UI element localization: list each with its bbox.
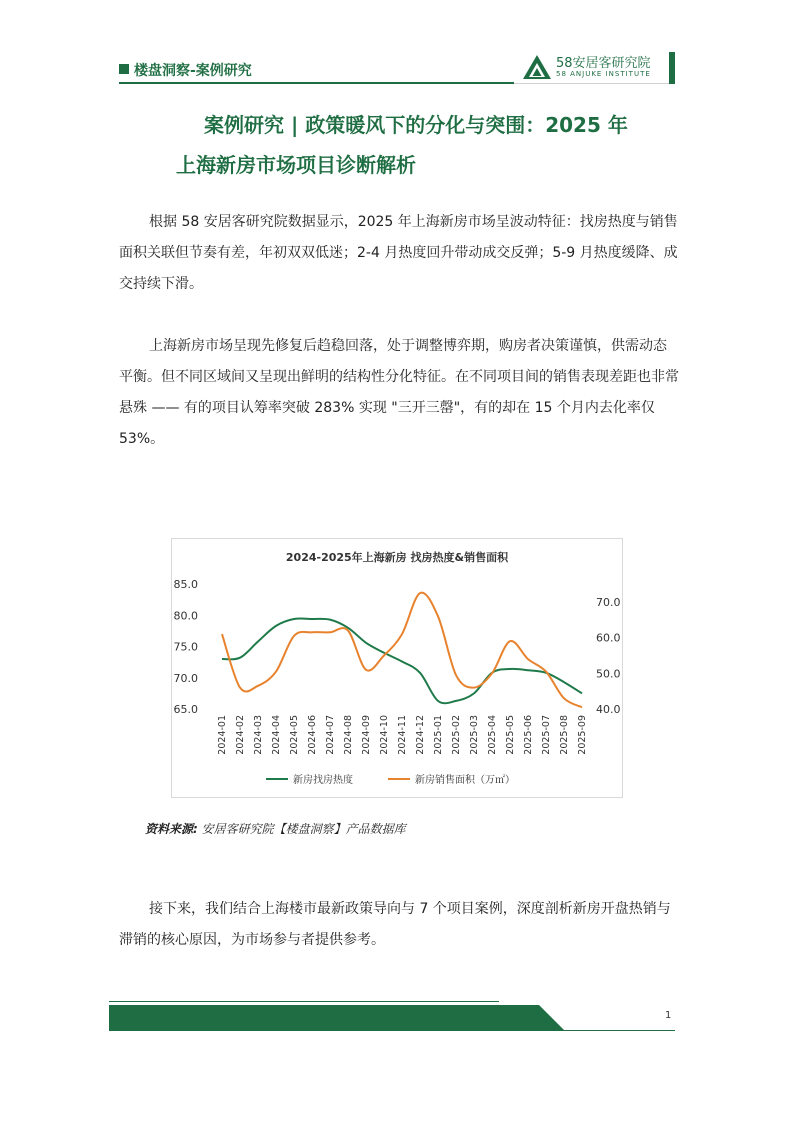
page-number: 1 bbox=[665, 1010, 672, 1021]
x-tick-label: 2025-04 bbox=[487, 715, 498, 755]
x-tick-label: 2025-09 bbox=[577, 715, 588, 755]
left-tick-label: 75.0 bbox=[173, 640, 198, 654]
right-tick-label: 60.0 bbox=[596, 631, 621, 645]
x-tick-label: 2024-07 bbox=[325, 715, 336, 755]
chart-container bbox=[171, 538, 623, 798]
footer-rule bbox=[109, 1030, 675, 1031]
x-tick-label: 2024-08 bbox=[343, 715, 354, 755]
series-line-search-heat bbox=[222, 618, 582, 703]
x-tick-label: 2024-04 bbox=[271, 715, 282, 755]
section-label: 楼盘洞察-案例研究 bbox=[134, 63, 252, 79]
footer-band bbox=[109, 1005, 564, 1030]
series-line-sales-area bbox=[222, 593, 582, 708]
logo-name: 58安居客研究院 bbox=[556, 56, 651, 71]
x-tick-label: 2025-06 bbox=[523, 715, 534, 755]
x-tick-label: 2025-02 bbox=[451, 715, 462, 755]
x-tick-label: 2024-02 bbox=[235, 715, 246, 755]
legend-label: 新房销售面积（万㎡） bbox=[415, 775, 515, 786]
title-line-1: 案例研究 | 政策暖风下的分化与突围：2025 年 bbox=[204, 113, 628, 137]
header-accent-bar bbox=[669, 52, 675, 84]
right-tick-label: 70.0 bbox=[596, 596, 621, 609]
x-tick-label: 2024-01 bbox=[217, 715, 228, 755]
title-line-2: 上海新房市场项目诊断解析 bbox=[176, 153, 416, 177]
x-axis-ticks bbox=[217, 715, 588, 755]
left-tick-label: 70.0 bbox=[173, 671, 198, 685]
chart-legend bbox=[266, 773, 515, 786]
source-label: 资料来源: bbox=[145, 822, 198, 836]
right-tick-label: 50.0 bbox=[596, 667, 621, 681]
logo-subtitle: 58 ANJUKE INSTITUTE bbox=[556, 70, 651, 78]
x-tick-label: 2025-07 bbox=[541, 715, 552, 755]
logo-mark-icon bbox=[522, 54, 552, 80]
left-tick-label: 85.0 bbox=[173, 578, 198, 591]
x-tick-label: 2025-08 bbox=[559, 715, 570, 755]
series-lines bbox=[222, 593, 582, 708]
x-tick-label: 2024-06 bbox=[307, 715, 318, 755]
brand-logo bbox=[522, 52, 662, 82]
x-tick-label: 2024-12 bbox=[415, 715, 426, 755]
paragraph-3: 接下来，我们结合上海楼市最新政策导向与 7 个项目案例，深度剖析新房开盘热销与滞销的核心原因，为市场参与者提供参考。 bbox=[119, 901, 671, 948]
chart-title: 2024-2025年上海新房 找房热度&销售面积 bbox=[285, 551, 509, 564]
section-marker bbox=[119, 64, 129, 74]
source-text: 安居客研究院【楼盘洞察】产品数据库 bbox=[201, 822, 406, 836]
x-tick-label: 2024-10 bbox=[379, 715, 390, 755]
x-tick-label: 2025-05 bbox=[505, 715, 516, 755]
legend-label: 新房找房热度 bbox=[293, 775, 353, 786]
source-note bbox=[145, 820, 406, 837]
x-tick-label: 2024-11 bbox=[397, 715, 408, 755]
line-chart bbox=[172, 539, 622, 797]
x-tick-label: 2024-03 bbox=[253, 715, 264, 755]
left-tick-label: 65.0 bbox=[173, 703, 198, 716]
paragraph-1: 根据 58 安居客研究院数据显示，2025 年上海新房市场呈波动特征：找房热度与销售面积关联但节奏有差，年初双双低迷；2-4 月热度回升带动成交反弹；5-9 月热度缓降、成交持续下滑。 bbox=[119, 214, 678, 292]
x-tick-label: 2025-01 bbox=[433, 715, 444, 755]
x-tick-label: 2024-05 bbox=[289, 715, 300, 755]
left-axis-ticks bbox=[174, 578, 199, 716]
page-title bbox=[120, 105, 680, 185]
x-tick-label: 2024-09 bbox=[361, 715, 372, 755]
footer-rule-thin bbox=[109, 1001, 499, 1002]
right-tick-label: 40.0 bbox=[596, 703, 621, 716]
left-tick-label: 80.0 bbox=[173, 609, 198, 623]
header-rule-light bbox=[514, 83, 669, 84]
header-rule bbox=[119, 82, 514, 84]
right-axis-ticks bbox=[596, 596, 621, 716]
paragraph-2: 上海新房市场呈现先修复后趋稳回落，处于调整博弈期，购房者决策谨慎，供需动态平衡。但不同区域间又呈现出鲜明的结构性分化特征。在不同项目间的销售表现差距也非常悬殊 —— 有的项目认筹率突破 283% 实现 "三开三罄"，有的却在 15 个月内去化率仅 53%。 bbox=[119, 338, 679, 447]
x-tick-label: 2025-03 bbox=[469, 715, 480, 755]
